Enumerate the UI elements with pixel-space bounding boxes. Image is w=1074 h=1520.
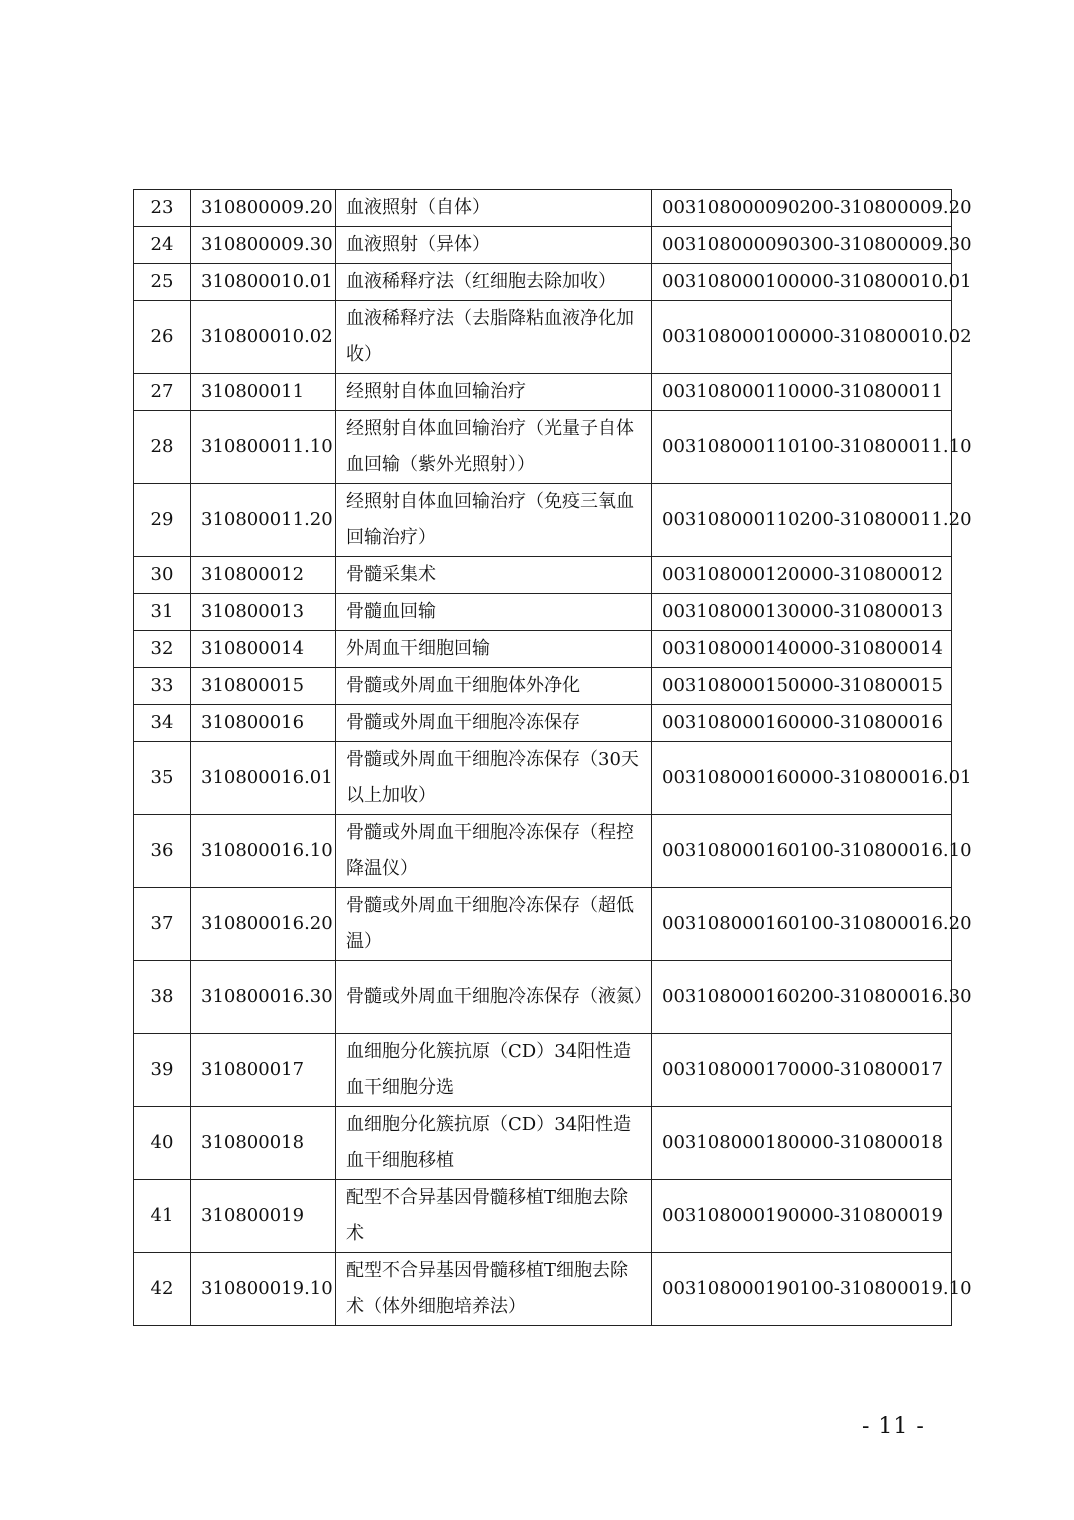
item-name: 配型不合异基因骨髓移植T细胞去除术（体外细胞培养法） — [336, 1253, 652, 1326]
row-number: 36 — [134, 815, 191, 888]
table-row — [134, 484, 952, 557]
item-name: 血细胞分化簇抗原（CD）34阳性造血干细胞移植 — [336, 1107, 652, 1180]
item-code: 310800011.10 — [191, 411, 336, 484]
mapping-code: 003108000160200-310800016.30 — [652, 961, 952, 1034]
item-name: 血液照射（自体） — [336, 190, 652, 227]
mapping-code: 003108000180000-310800018 — [652, 1107, 952, 1180]
mapping-code: 003108000160100-310800016.20 — [652, 888, 952, 961]
item-code: 310800019.10 — [191, 1253, 336, 1326]
row-number: 31 — [134, 594, 191, 631]
item-code: 310800013 — [191, 594, 336, 631]
item-name: 经照射自体血回输治疗 — [336, 374, 652, 411]
mapping-code: 003108000160100-310800016.10 — [652, 815, 952, 888]
row-number: 35 — [134, 742, 191, 815]
item-name: 血液稀释疗法（去脂降粘血液净化加收） — [336, 301, 652, 374]
row-number: 30 — [134, 557, 191, 594]
mapping-code: 003108000100000-310800010.01 — [652, 264, 952, 301]
table-row — [134, 1180, 952, 1253]
mapping-code: 003108000190100-310800019.10 — [652, 1253, 952, 1326]
mapping-code: 003108000110000-310800011 — [652, 374, 952, 411]
table-row — [134, 594, 952, 631]
row-number: 27 — [134, 374, 191, 411]
table-row — [134, 742, 952, 815]
item-code: 310800011 — [191, 374, 336, 411]
fee-items-table — [133, 189, 972, 1326]
mapping-code: 003108000190000-310800019 — [652, 1180, 952, 1253]
row-number: 25 — [134, 264, 191, 301]
table-row — [134, 557, 952, 594]
mapping-code: 003108000120000-310800012 — [652, 557, 952, 594]
mapping-code: 003108000170000-310800017 — [652, 1034, 952, 1107]
row-number: 26 — [134, 301, 191, 374]
mapping-code: 003108000140000-310800014 — [652, 631, 952, 668]
mapping-code: 003108000160000-310800016 — [652, 705, 952, 742]
row-number: 28 — [134, 411, 191, 484]
item-name: 骨髓血回输 — [336, 594, 652, 631]
mapping-code: 003108000100000-310800010.02 — [652, 301, 952, 374]
mapping-code: 003108000090300-310800009.30 — [652, 227, 952, 264]
item-code: 310800016.30 — [191, 961, 336, 1034]
table-row — [134, 705, 952, 742]
item-name: 血液稀释疗法（红细胞去除加收） — [336, 264, 652, 301]
mapping-code: 003108000160000-310800016.01 — [652, 742, 952, 815]
table-row — [134, 264, 952, 301]
row-number: 34 — [134, 705, 191, 742]
table-row — [134, 631, 952, 668]
page-number: - 11 - — [862, 1414, 925, 1439]
item-name: 骨髓或外周血干细胞冷冻保存（30天以上加收） — [336, 742, 652, 815]
row-number: 32 — [134, 631, 191, 668]
item-code: 310800016 — [191, 705, 336, 742]
item-code: 310800014 — [191, 631, 336, 668]
item-name: 骨髓或外周血干细胞体外净化 — [336, 668, 652, 705]
item-code: 310800018 — [191, 1107, 336, 1180]
row-number: 24 — [134, 227, 191, 264]
item-name: 外周血干细胞回输 — [336, 631, 652, 668]
item-code: 310800010.01 — [191, 264, 336, 301]
table-row — [134, 815, 952, 888]
item-name: 骨髓采集术 — [336, 557, 652, 594]
item-name: 骨髓或外周血干细胞冷冻保存 — [336, 705, 652, 742]
table-row — [134, 411, 952, 484]
item-name: 骨髓或外周血干细胞冷冻保存（液氮） — [336, 961, 652, 1034]
mapping-code: 003108000090200-310800009.20 — [652, 190, 952, 227]
row-number: 41 — [134, 1180, 191, 1253]
item-name: 血液照射（异体） — [336, 227, 652, 264]
item-code: 310800009.20 — [191, 190, 336, 227]
item-code: 310800016.01 — [191, 742, 336, 815]
item-code: 310800016.10 — [191, 815, 336, 888]
table-row — [134, 668, 952, 705]
table-row — [134, 961, 952, 1034]
table-row — [134, 190, 952, 227]
mapping-code: 003108000110200-310800011.20 — [652, 484, 952, 557]
table-row — [134, 374, 952, 411]
row-number: 29 — [134, 484, 191, 557]
table-row — [134, 888, 952, 961]
mapping-code: 003108000130000-310800013 — [652, 594, 952, 631]
item-name: 血细胞分化簇抗原（CD）34阳性造血干细胞分选 — [336, 1034, 652, 1107]
item-code: 310800019 — [191, 1180, 336, 1253]
item-code: 310800016.20 — [191, 888, 336, 961]
table-row — [134, 227, 952, 264]
item-code: 310800009.30 — [191, 227, 336, 264]
row-number: 33 — [134, 668, 191, 705]
row-number: 39 — [134, 1034, 191, 1107]
table-row — [134, 1253, 952, 1326]
row-number: 40 — [134, 1107, 191, 1180]
item-code: 310800011.20 — [191, 484, 336, 557]
table-row — [134, 1034, 952, 1107]
item-code: 310800010.02 — [191, 301, 336, 374]
row-number: 37 — [134, 888, 191, 961]
mapping-code: 003108000150000-310800015 — [652, 668, 952, 705]
row-number: 38 — [134, 961, 191, 1034]
item-name: 骨髓或外周血干细胞冷冻保存（程控降温仪） — [336, 815, 652, 888]
item-name: 经照射自体血回输治疗（免疫三氧血回输治疗） — [336, 484, 652, 557]
item-name: 经照射自体血回输治疗（光量子自体血回输（紫外光照射）） — [336, 411, 652, 484]
table-row — [134, 301, 952, 374]
mapping-code: 003108000110100-310800011.10 — [652, 411, 952, 484]
row-number: 42 — [134, 1253, 191, 1326]
item-code: 310800017 — [191, 1034, 336, 1107]
item-code: 310800012 — [191, 557, 336, 594]
item-name: 配型不合异基因骨髓移植T细胞去除术 — [336, 1180, 652, 1253]
row-number: 23 — [134, 190, 191, 227]
item-code: 310800015 — [191, 668, 336, 705]
table-row — [134, 1107, 952, 1180]
item-name: 骨髓或外周血干细胞冷冻保存（超低温） — [336, 888, 652, 961]
